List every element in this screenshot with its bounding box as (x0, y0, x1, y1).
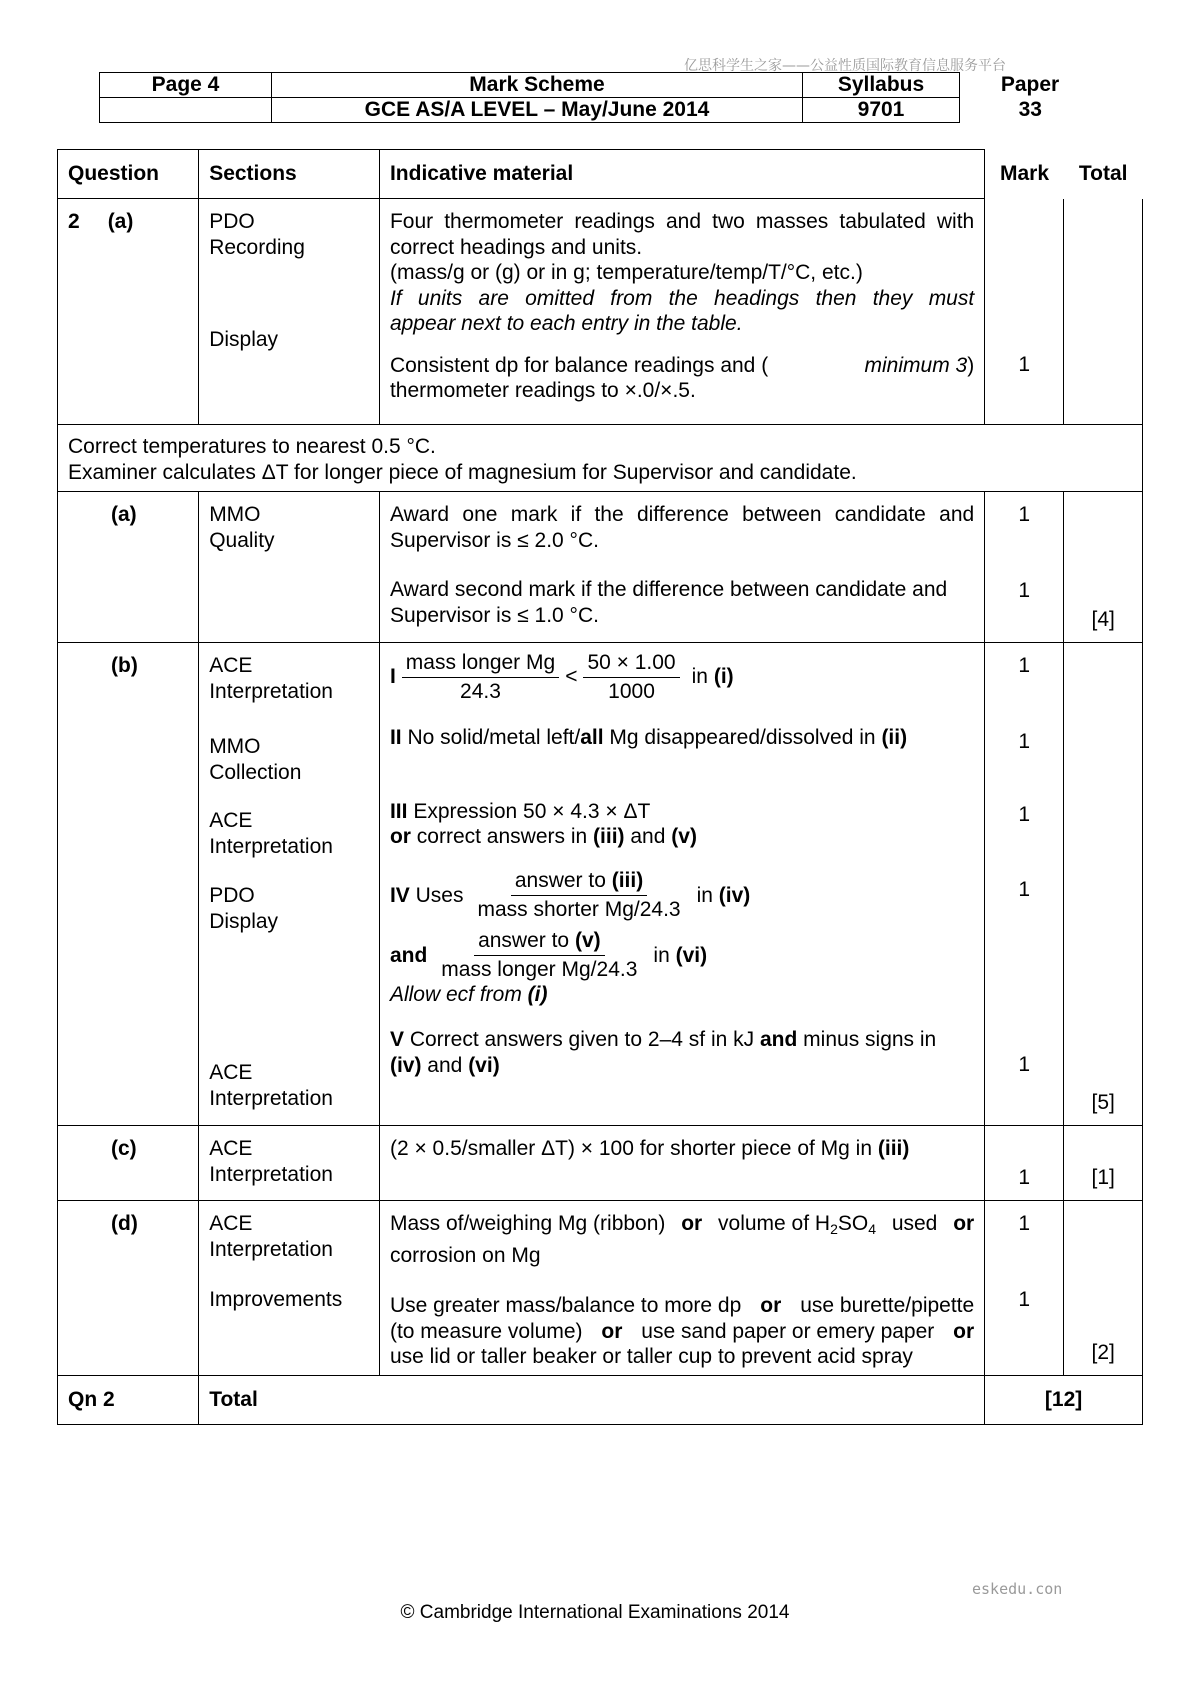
total-value: [5] (1091, 1090, 1115, 1114)
note-row (58, 425, 1143, 492)
mark-value: 1 (1018, 729, 1031, 753)
col-mark: Mark (985, 150, 1064, 199)
indicative-text: Four thermometer readings and two masses tabulated with (389, 210, 975, 233)
indicative-note: appear next to each entry in the table. (389, 312, 743, 335)
syllabus-code: 9701 (803, 98, 960, 123)
indicative-text: Mass of/weighing Mg (ribbon) or volume of $H_2SO_4$ used or (389, 1212, 975, 1237)
total-value: [4] (1091, 607, 1115, 631)
syllabus-label: Syllabus (803, 73, 960, 98)
item-v: V Correct answers given to 2–4 sf in kJ and minus signs in (389, 1028, 937, 1051)
mark-scheme-table (57, 149, 1143, 1425)
total-value: [1] (1091, 1165, 1115, 1189)
indicative-text: Award second mark if the difference between candidate and (389, 578, 948, 601)
mark-value: 1 (1018, 654, 1031, 677)
col-sections: Sections (199, 150, 380, 199)
row-2a (58, 199, 1143, 425)
col-total: Total (1078, 162, 1128, 185)
item-ii: II No solid/metal left/all Mg disappeared/dissolved in (ii) (389, 726, 908, 749)
indicative-text: Award one mark if the difference between candidate and (389, 503, 975, 526)
question-part: (b) (111, 654, 138, 677)
note-text: Examiner calculates ΔT for longer piece of magnesium for Supervisor and candidate. (68, 460, 857, 484)
section-name: ACE (209, 809, 253, 832)
indicative-note: If units are omitted from the headings then they must (389, 286, 975, 310)
column-header-row (58, 150, 1143, 199)
indicative-text: (2 × 0.5/smaller ΔT) × 100 for shorter piece of Mg in (iii) (389, 1137, 910, 1160)
copyright-footer: © Cambridge International Examinations 2014 (400, 1602, 790, 1623)
section-name: PDO (209, 884, 255, 907)
row-c (58, 1126, 1143, 1201)
mark-value: 1 (1018, 1212, 1031, 1235)
section-name: MMO (209, 503, 261, 526)
item-v-cont: (iv) and (vi) (389, 1053, 500, 1077)
indicative-text: Supervisor is ≤ 1.0 °C. (389, 603, 599, 627)
paper-number: 33 (1018, 98, 1042, 121)
section-name: ACE (209, 1137, 253, 1160)
formula-iv: IV Uses $\frac{\text{answer to (iii)}}{\text{mass shorter Mg/24.3}}$ in (iv) (389, 869, 751, 921)
mark-value: 1 (1018, 1053, 1031, 1076)
watermark-text: 亿思科学生之家——公益性质国际教育信息服务平台 (684, 58, 1006, 74)
section-name: Improvements (209, 1288, 343, 1311)
indicative-text: Consistent dp for balance readings and ( minimum 3) (389, 353, 975, 377)
col-indicative: Indicative material (379, 150, 984, 199)
total-label: Total (209, 1388, 258, 1411)
question-part: (c) (111, 1137, 137, 1160)
ecf-note: Allow ecf from (i) (389, 982, 548, 1006)
section-name: PDO (209, 210, 255, 233)
note-text: Correct temperatures to nearest 0.5 °C. (68, 435, 436, 458)
footer-watermark: eskedu.con (972, 1580, 1063, 1598)
section-name: ACE (209, 1212, 253, 1235)
question-part: (a) (107, 210, 134, 233)
section-skill: Interpretation (209, 1086, 333, 1110)
section-name: ACE (209, 654, 253, 677)
section-skill: Interpretation (209, 834, 333, 858)
question-part: (d) (111, 1212, 138, 1235)
mark-value: 1 (1018, 803, 1031, 826)
indicative-text: thermometer readings to ×.0/×.5. (389, 379, 696, 402)
section-skill: Display (209, 909, 279, 933)
mark-value: 1 (1018, 503, 1031, 526)
col-question: Question (58, 150, 199, 199)
mark-value: 1 (1018, 877, 1031, 901)
mark-value: 1 (1018, 352, 1031, 376)
mark-value: 1 (1018, 1287, 1031, 1311)
paper-label: Paper (1000, 73, 1060, 96)
section-name: MMO (209, 735, 261, 758)
indicative-text: Use greater mass/balance to more dp or use burette/pipette (389, 1294, 975, 1317)
section-name: ACE (209, 1061, 253, 1084)
row-d (58, 1201, 1143, 1376)
mark-scheme-label: Mark Scheme (272, 73, 803, 98)
indicative-text: use lid or taller beaker or taller cup to prevent acid spray (389, 1345, 913, 1368)
indicative-text: Supervisor is ≤ 2.0 °C. (389, 528, 599, 552)
grand-total: [12] (1044, 1388, 1083, 1411)
item-iii: III Expression 50 × 4.3 × ΔT or correct answers in (iii) and (v) (389, 799, 697, 848)
indicative-text: (mass/g or (g) or in g; temperature/temp/T/°C, etc.) (389, 261, 863, 284)
header-table (99, 72, 1101, 123)
question-number: 2 (68, 210, 80, 233)
row-a-quality (58, 492, 1143, 643)
page-number: Page 4 (100, 73, 272, 98)
indicative-text: correct headings and units. (389, 235, 643, 259)
formula-vi: and $\frac{\text{answer to (v)}}{\text{mass longer Mg/24.3}}$ in (vi) (389, 929, 708, 981)
section-skill: Interpretation (209, 1237, 333, 1261)
row-b (58, 643, 1143, 1126)
exam-name: GCE AS/A LEVEL – May/June 2014 (272, 98, 803, 123)
question-label: Qn 2 (68, 1388, 115, 1411)
question-part: (a) (111, 503, 137, 526)
section-skill: Interpretation (209, 679, 333, 703)
section-skill: Collection (209, 760, 302, 784)
mark-value: 1 (1018, 1165, 1031, 1189)
section-skill: Interpretation (209, 1162, 333, 1186)
indicative-text: corrosion on Mg (389, 1243, 541, 1267)
total-row (58, 1376, 1143, 1425)
mark-value: 1 (1018, 578, 1031, 602)
section-skill: Recording (209, 235, 305, 259)
formula-i: I $\frac{\text{mass longer Mg}}{24.3}$ < $\frac{50 \times 1.00}{1000}$ in (i) (389, 650, 734, 703)
total-value: [2] (1091, 1340, 1115, 1364)
section-name: Display (209, 328, 279, 351)
indicative-text: (to measure volume) or use sand paper or emery paper or (389, 1319, 975, 1343)
section-skill: Quality (209, 528, 275, 552)
blank-cell (100, 98, 272, 123)
